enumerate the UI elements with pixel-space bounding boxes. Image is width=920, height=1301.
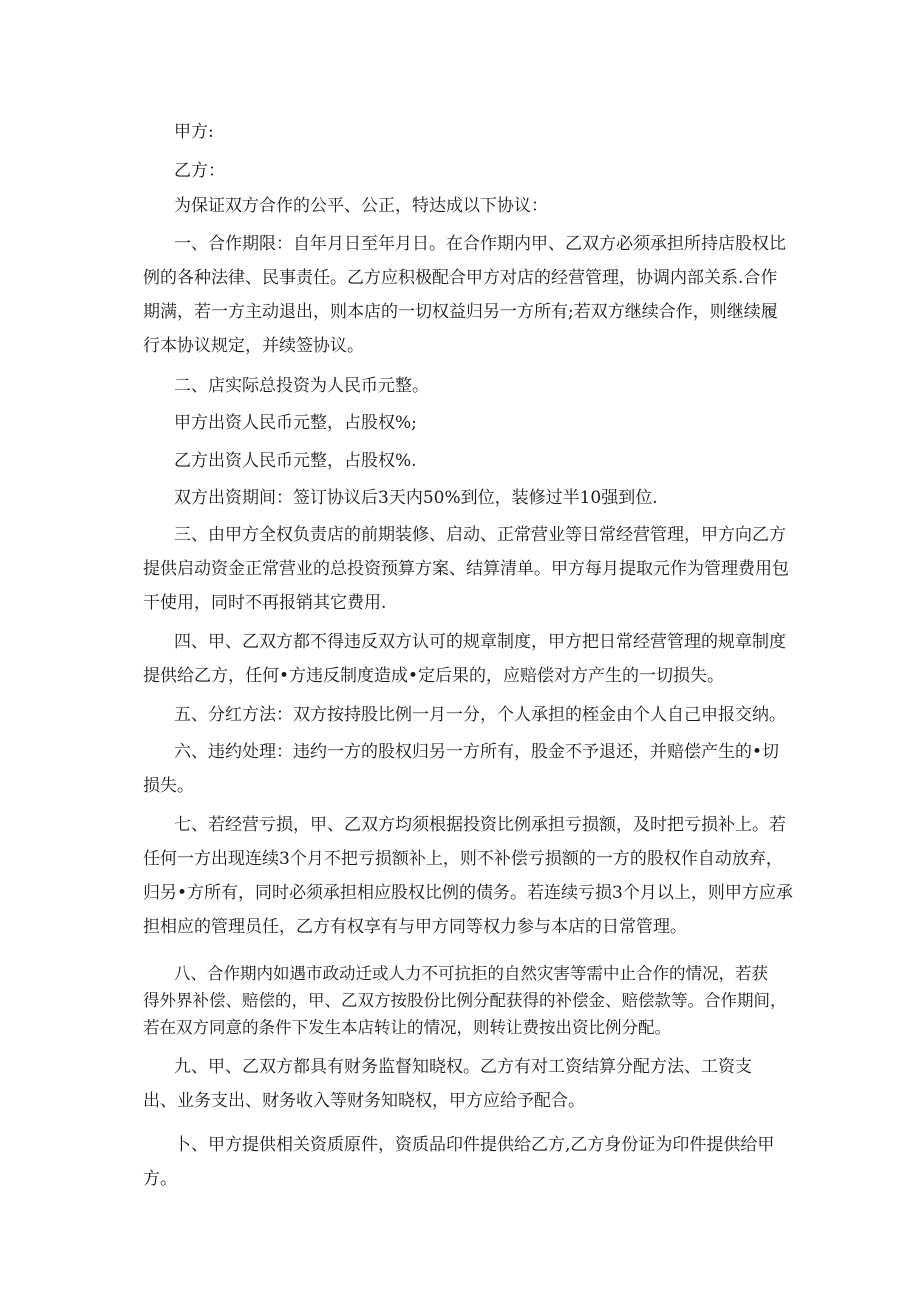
clause-8-line: 若在双方同意的条件下发生本店转让的情况，则转让费按出资比例分配。: [143, 1018, 671, 1037]
clause-9-line: 九、甲、乙双方都具有财务监督知晓权。乙方有对工资结算分配方法、工资支: [174, 1057, 752, 1077]
clause-6-line: 六、违约处理：违约一方的股权归另一方所有，股金不予退还，并赔偿产生的•切: [174, 742, 780, 762]
clause-7: [143, 808, 793, 944]
party-a-label: 甲方:: [174, 122, 214, 142]
clause-2-schedule: 双方出资期间：签订协议后3天内50%到位，装修过半10强到位.: [174, 488, 658, 508]
clause-7-line: 归另•方所有，同时必须承担相应股权比例的债务。若连续亏损3个月以上，则甲方应承: [143, 883, 793, 903]
clause-2: 二、店实际总投资为人民币元整。: [174, 376, 429, 396]
clause-7-line: 担相应的管理员任，乙方有权享有与甲方同等权力参与本店的日常管理。: [143, 917, 687, 937]
clause-1-line: 行本协议规定，并续签协议。: [143, 336, 364, 356]
clause-5: 五、分红方法：双方按持股比例一月一分，个人承担的桎金由个人自己申报交纳。: [174, 705, 786, 725]
clause-8-line: 得外界补偿、赔偿的，甲、乙双方按股份比例分配获得的补偿金、赔偿款等。合作期间，: [143, 991, 787, 1010]
clause-3: [143, 518, 789, 620]
clause-10-line: 方。: [143, 1169, 177, 1189]
intro-paragraph: 为保证双方合作的公平、公正，特达成以下协议：: [174, 196, 548, 216]
clause-7-line: 七、若经营亏损，甲、乙双方均须根据投资比例承担亏损额，及时把亏损补上。若: [174, 815, 786, 835]
party-b-label: 乙方：: [174, 161, 225, 181]
clause-7-line: 任何一方出现连续3个月不把亏损额补上，则不补偿亏损额的一方的股权作自动放弃，: [143, 849, 783, 869]
clause-1-line: 例的各种法律、民事责任。乙方应积极配合甲方对店的经营管理，协调内部关系.合作: [143, 268, 778, 288]
clause-6-line: 损失。: [143, 776, 194, 796]
clause-3-line: 干使用，同时不再报销其它费用.: [143, 593, 387, 613]
clause-4: [143, 625, 786, 693]
clause-8-line: 八、合作期内如遇市政动迁或人力不可抗拒的自然灾害等需中止合作的情况，若获: [174, 964, 768, 983]
clause-3-line: 三、由甲方全权负责店的前期装修、启动、正常营业等日常经营管理，甲方向乙方: [174, 525, 786, 545]
clause-2-party-a: 甲方出资人民币元整，占股权%;: [174, 413, 417, 433]
clause-6: [143, 735, 783, 803]
clause-9: [143, 1050, 783, 1118]
clause-1-line: 一、合作期限：自年月日至年月日。在合作期内甲、乙双方必须承担所持店股权比: [174, 234, 786, 254]
clause-10-line: 卜、甲方提供相关资质原件，资质品印件提供给乙方,乙方身份证为印件提供给甲: [174, 1135, 775, 1155]
clause-10: [143, 1128, 783, 1196]
clause-3-line: 提供启动资金正常营业的总投资预算方案、结算清单。甲方每月提取元作为管理费用包: [143, 559, 789, 579]
clause-4-line: 四、甲、乙双方都不得违反双方认可的规章制度，甲方把日常经营管理的规章制度: [174, 632, 786, 652]
clause-1: [143, 227, 786, 363]
clause-1-line: 期满，若一方主动退出，则本店的一切权益归另一方所有;若双方继续合作，则继续履: [143, 302, 778, 322]
clause-8: [143, 960, 787, 1041]
clause-9-line: 出、业务支出、财务收入等财务知晓权，甲方应给予配合。: [143, 1091, 585, 1111]
clause-4-line: 提供给乙方，任何•方违反制度造成•定后果的，应赔偿对方产生的一切损失。: [143, 666, 725, 686]
clause-2-party-b: 乙方出资人民币元整，占股权%.: [174, 451, 417, 471]
